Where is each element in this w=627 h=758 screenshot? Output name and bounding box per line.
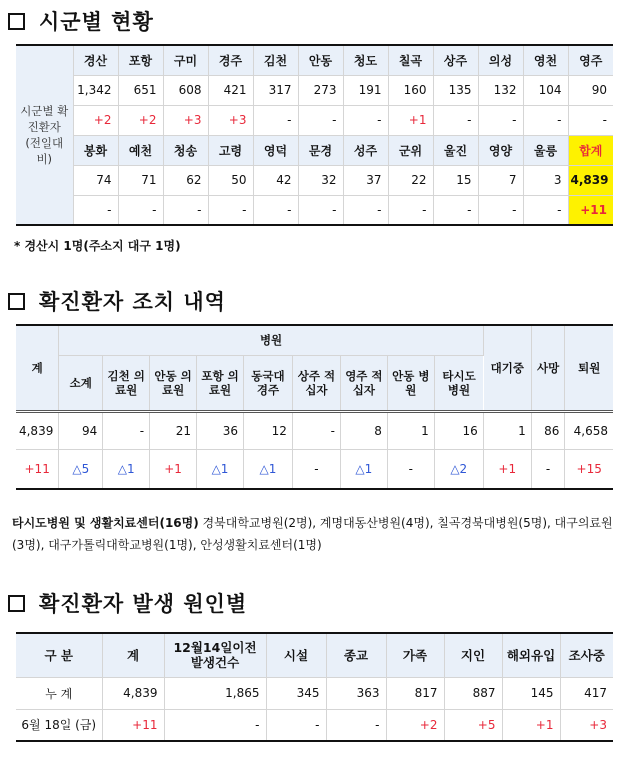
section-title-text: 확진환자 조치 내역: [39, 290, 226, 314]
cumulative-value: 145: [502, 677, 560, 709]
change-value: △2: [434, 449, 483, 489]
hospital-subheader: 안동 병원: [387, 355, 434, 411]
header-hospital: 병원: [59, 325, 483, 355]
city-count: 3: [523, 165, 568, 195]
facility-heading: 타시도병원 및 생활치료센터(16명): [12, 516, 199, 530]
table-row: [16, 45, 613, 75]
change-value: +11: [16, 449, 59, 489]
city-change: -: [478, 195, 523, 225]
row-label: 누 계: [16, 677, 102, 709]
table-row: [16, 105, 613, 135]
table-row: [16, 195, 613, 225]
cumulative-value: 86: [531, 411, 565, 449]
city-name: 영덕: [253, 135, 298, 165]
section-title-by-city: [8, 6, 154, 36]
change-value: △5: [59, 449, 103, 489]
cumulative-value: 363: [326, 677, 386, 709]
city-name: 고령: [208, 135, 253, 165]
hospital-subheader: 안동 의료원: [150, 355, 197, 411]
header-death: 사망: [531, 325, 565, 411]
city-change: +3: [163, 105, 208, 135]
section-title-by-cause: [8, 588, 247, 618]
city-name: 경산: [73, 45, 118, 75]
city-change: +2: [118, 105, 163, 135]
city-count: 90: [568, 75, 613, 105]
change-value: -: [387, 449, 434, 489]
city-count: 135: [433, 75, 478, 105]
city-count: 62: [163, 165, 208, 195]
city-change: -: [163, 195, 208, 225]
cause-header: 계: [102, 633, 164, 677]
city-count: 7: [478, 165, 523, 195]
city-change: -: [298, 195, 343, 225]
footnote: * 경산시 1명(주소지 대구 1명): [14, 239, 181, 253]
city-name: 울릉: [523, 135, 568, 165]
city-change: -: [253, 195, 298, 225]
city-count: 317: [253, 75, 298, 105]
city-count: 273: [298, 75, 343, 105]
cumulative-value: -: [292, 411, 340, 449]
square-bullet-icon: [8, 595, 25, 612]
city-change: -: [73, 195, 118, 225]
table-row: [16, 75, 613, 105]
city-count: 42: [253, 165, 298, 195]
city-count: 37: [343, 165, 388, 195]
city-name: 의성: [478, 45, 523, 75]
city-change: -: [478, 105, 523, 135]
section-title-text: 확진환자 발생 원인별: [39, 592, 248, 616]
city-status-table: [16, 44, 613, 226]
cumulative-value: -: [103, 411, 150, 449]
change-value: △1: [243, 449, 292, 489]
daily-value: +11: [102, 709, 164, 741]
cumulative-value: 12: [243, 411, 292, 449]
table-row: [16, 165, 613, 195]
daily-value: -: [266, 709, 326, 741]
city-name: 안동: [298, 45, 343, 75]
hospital-subheader: 소계: [59, 355, 103, 411]
daily-value: -: [164, 709, 266, 741]
city-change: -: [568, 105, 613, 135]
change-value: +15: [565, 449, 613, 489]
facility-list: 경북대학교병원(2명), 계명대동산병원(4명), 칠곡경북대병원(5명), 대구의료원(3명), 대구가톨릭대학교병원(1명), 안성생활치료센터(1명): [12, 516, 613, 552]
city-name: 포항: [118, 45, 163, 75]
square-bullet-icon: [8, 13, 25, 30]
city-change: -: [118, 195, 163, 225]
city-change: -: [523, 105, 568, 135]
daily-value: +5: [444, 709, 502, 741]
daily-value: +2: [386, 709, 444, 741]
hospital-subheader: 동국대 경주: [243, 355, 292, 411]
city-count: 104: [523, 75, 568, 105]
city-name: 영천: [523, 45, 568, 75]
cumulative-value: 4,839: [16, 411, 59, 449]
city-change: +3: [208, 105, 253, 135]
header-waiting: 대기중: [483, 325, 531, 411]
cumulative-value: 8: [340, 411, 387, 449]
city-name: 성주: [343, 135, 388, 165]
city-count: 74: [73, 165, 118, 195]
city-change: -: [433, 105, 478, 135]
daily-value: -: [326, 709, 386, 741]
city-count: 1,342: [73, 75, 118, 105]
table-row: [16, 135, 613, 165]
cause-header: 12월14일이전 발생건수: [164, 633, 266, 677]
facility-breakdown: [12, 512, 617, 556]
change-value: -: [531, 449, 565, 489]
header-discharge: 퇴원: [565, 325, 613, 411]
cumulative-value: 1: [483, 411, 531, 449]
hospital-subheader: 상주 적십자: [292, 355, 340, 411]
row-side-label: 시군별 확진환자 (전일대비): [16, 45, 73, 225]
city-name: 영주: [568, 45, 613, 75]
cumulative-value: 16: [434, 411, 483, 449]
cause-header: 조사중: [560, 633, 613, 677]
change-value: +1: [483, 449, 531, 489]
city-count: 22: [388, 165, 433, 195]
cumulative-value: 1,865: [164, 677, 266, 709]
cause-header: 지인: [444, 633, 502, 677]
cumulative-value: 94: [59, 411, 103, 449]
city-name: 김천: [253, 45, 298, 75]
hospital-subheader: 영주 적십자: [340, 355, 387, 411]
city-name: 예천: [118, 135, 163, 165]
city-count: 160: [388, 75, 433, 105]
header-total: 계: [16, 325, 59, 411]
square-bullet-icon: [8, 293, 25, 310]
cumulative-value: 21: [150, 411, 197, 449]
city-change: -: [523, 195, 568, 225]
change-value: +1: [150, 449, 197, 489]
change-value: -: [292, 449, 340, 489]
city-name: 상주: [433, 45, 478, 75]
city-name: 합계: [568, 135, 613, 165]
cumulative-value: 1: [387, 411, 434, 449]
city-change: +11: [568, 195, 613, 225]
daily-value: +1: [502, 709, 560, 741]
city-name: 군위: [388, 135, 433, 165]
city-count: 15: [433, 165, 478, 195]
city-name: 봉화: [73, 135, 118, 165]
cumulative-value: 817: [386, 677, 444, 709]
city-change: -: [343, 195, 388, 225]
treatment-table: [16, 324, 613, 490]
city-change: -: [433, 195, 478, 225]
city-name: 울진: [433, 135, 478, 165]
cumulative-value: 887: [444, 677, 502, 709]
cumulative-value: 4,658: [565, 411, 613, 449]
change-value: △1: [103, 449, 150, 489]
city-count: 50: [208, 165, 253, 195]
city-name: 경주: [208, 45, 253, 75]
city-count: 608: [163, 75, 208, 105]
section-title-treatment: [8, 286, 226, 316]
section-title-text: 시군별 현황: [39, 10, 154, 34]
city-count: 132: [478, 75, 523, 105]
hospital-subheader: 포항 의료원: [197, 355, 244, 411]
city-change: +2: [73, 105, 118, 135]
hospital-subheader: 김천 의료원: [103, 355, 150, 411]
city-count: 651: [118, 75, 163, 105]
city-change: -: [298, 105, 343, 135]
city-count: 421: [208, 75, 253, 105]
change-value: △1: [197, 449, 244, 489]
cumulative-value: 36: [197, 411, 244, 449]
city-count: 71: [118, 165, 163, 195]
city-change: -: [253, 105, 298, 135]
cause-table: [16, 632, 613, 742]
city-count: 191: [343, 75, 388, 105]
city-change: +1: [388, 105, 433, 135]
city-change: -: [343, 105, 388, 135]
cause-header: 해외유입: [502, 633, 560, 677]
cause-header: 구 분: [16, 633, 102, 677]
city-name: 문경: [298, 135, 343, 165]
change-value: △1: [340, 449, 387, 489]
city-change: -: [208, 195, 253, 225]
cause-header: 종교: [326, 633, 386, 677]
daily-value: +3: [560, 709, 613, 741]
city-count: 4,839: [568, 165, 613, 195]
city-name: 영양: [478, 135, 523, 165]
hospital-subheader: 타시도 병원: [434, 355, 483, 411]
city-name: 구미: [163, 45, 208, 75]
cause-header: 가족: [386, 633, 444, 677]
city-name: 청송: [163, 135, 208, 165]
cause-header: 시설: [266, 633, 326, 677]
city-count: 32: [298, 165, 343, 195]
row-label: 6월 18일 (금): [16, 709, 102, 741]
city-name: 청도: [343, 45, 388, 75]
cumulative-value: 417: [560, 677, 613, 709]
cumulative-value: 4,839: [102, 677, 164, 709]
cumulative-value: 345: [266, 677, 326, 709]
city-name: 칠곡: [388, 45, 433, 75]
city-change: -: [388, 195, 433, 225]
